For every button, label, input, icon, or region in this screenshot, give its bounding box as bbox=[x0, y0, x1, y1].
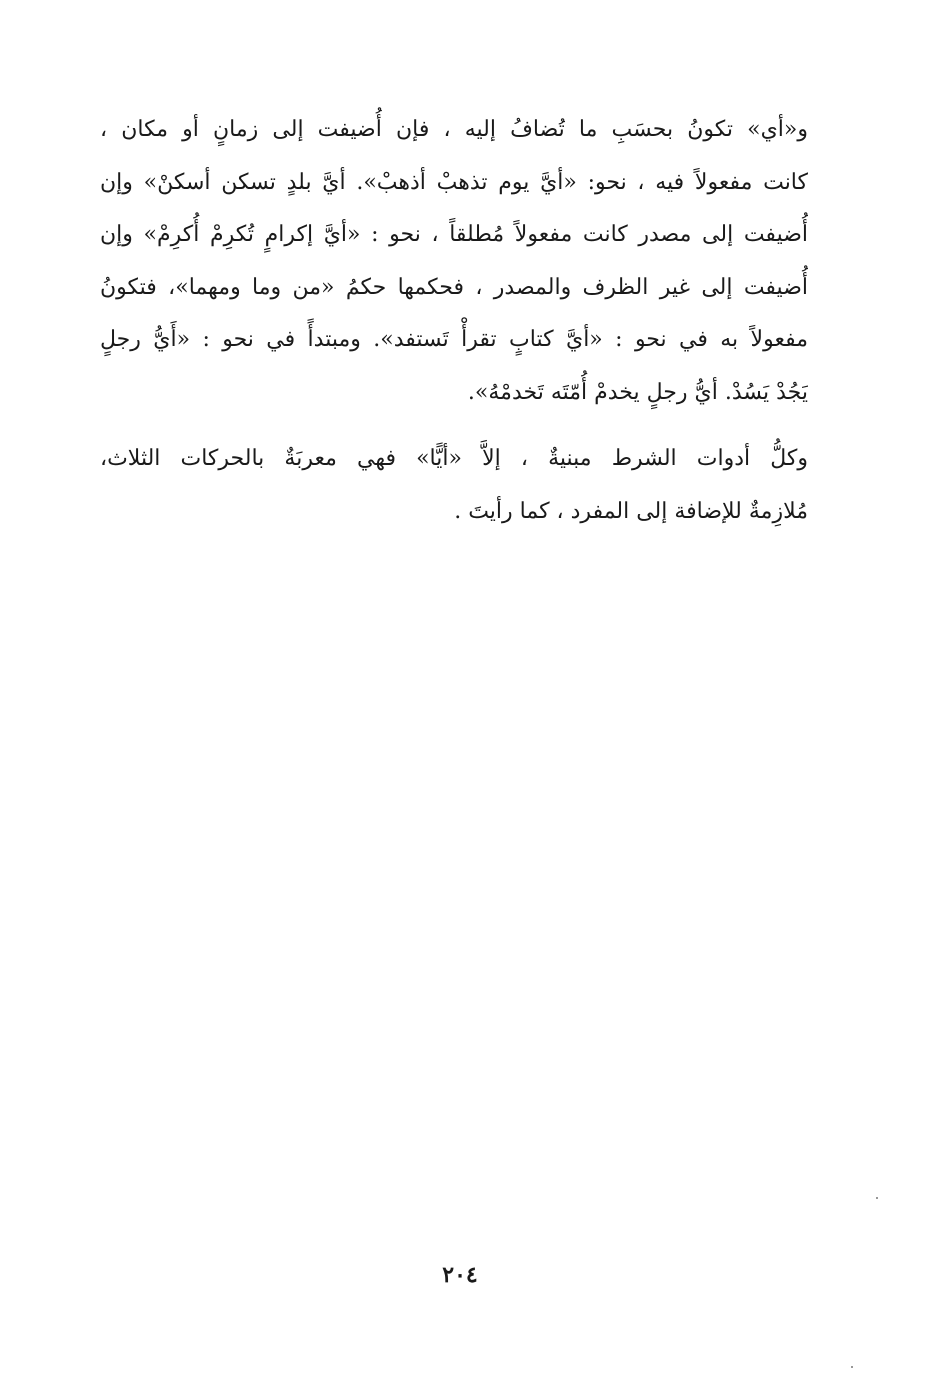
text-line: مفعولاً به في نحو : «أيَّ كتابٍ تقرأْ تَستفد». ومبتدأً في نحو : «أَيُّ رجلٍ bbox=[100, 327, 808, 352]
text-line: يَجُدْ يَسُدْ. أيُّ رجلٍ يخدمْ أُمّتَه تَخدمْهُ». bbox=[467, 379, 808, 405]
text-line: أُضيفت إلى غير الظرف والمصدر ، فحكمها حكمُ «من وما ومهما»، فتكونُ bbox=[100, 274, 808, 300]
text-line: وكلُّ أدوات الشرط مبنيةٌ ، إلاَّ «أيًّا» فهي معربَةٌ بالحركات الثلاث، bbox=[100, 446, 808, 471]
scan-speck bbox=[876, 1197, 878, 1199]
text-line: كانت مفعولاً فيه ، نحو: «أيَّ يوم تذهبْ أذهبْ». أيَّ بلدٍ تسكن أسكنْ» وإن bbox=[100, 169, 808, 195]
text-line: مُلازِمةٌ للإضافة إلى المفرد ، كما رأيتَ . bbox=[454, 498, 808, 524]
text-line: أُضيفت إلى مصدر كانت مفعولاً مُطلقاً ، نحو : «أيَّ إكرامٍ تُكرِمْ أُكرِمْ» وإن bbox=[100, 222, 808, 247]
page-number: ٢٠٤ bbox=[442, 1262, 478, 1288]
paragraph-1 bbox=[100, 104, 808, 419]
text-line: و«أي» تكونُ بحسَبِ ما تُضافُ إليه ، فإن أُضيفت إلى زمانٍ أو مكان ، bbox=[100, 117, 808, 142]
paragraph-2 bbox=[100, 433, 808, 538]
scan-speck bbox=[851, 1366, 853, 1368]
body-text bbox=[100, 104, 808, 538]
paragraph-spacer bbox=[100, 419, 808, 433]
